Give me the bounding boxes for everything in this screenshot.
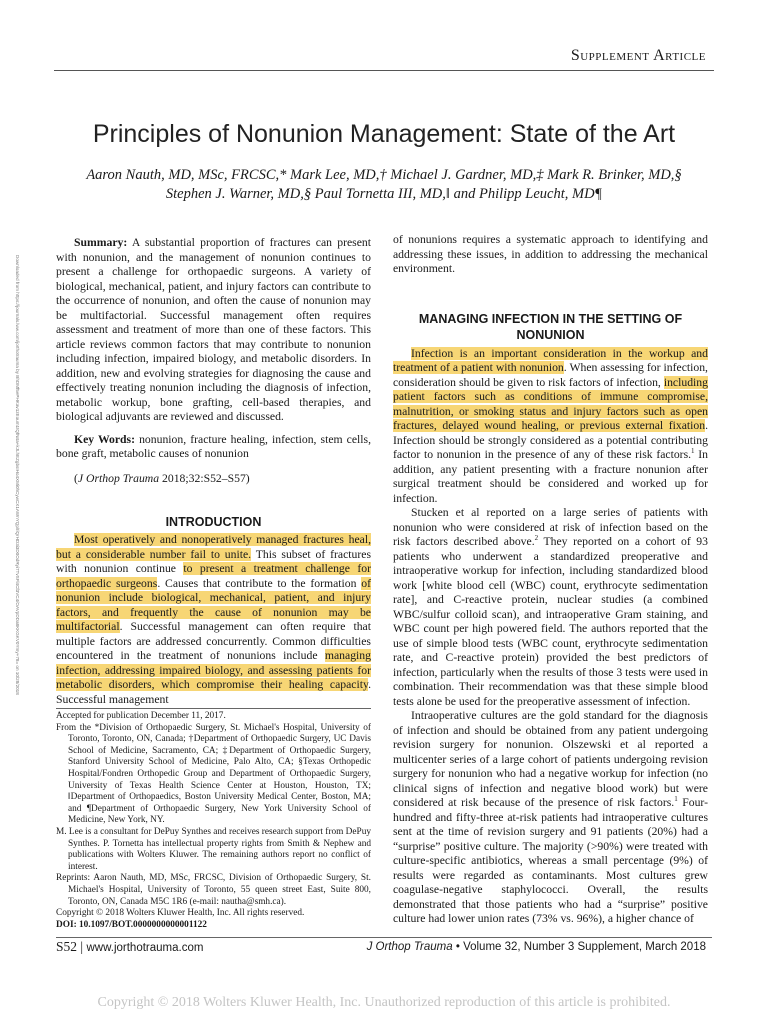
page-footer-left <box>56 939 203 955</box>
citation-journal: J Orthop Trauma <box>77 471 160 485</box>
footnote-affiliations: From the *Division of Orthopaedic Surgery, St. Michael's Hospital, University of Toronto, Toronto, ON, Canada; †Department of Orthopaedic Surgery, UC Davis School of Medicine, Sacramento, CA; ‡Department of Orthopaedic Surgery, Stanford University School of Medicine, Palo Alto, CA; §Texas Orthopedic Hospital/Fondren Orthopedic Group and Department of Orthopaedic Surgery, University of Texas Health Science Center at Houston, Houston, TX; ‖Department of Orthopaedics, Boston University Medical Center, Boston, MA; and ¶Department of Orthopaedic Surgery, New York University School of Medicine, New York, NY. <box>56 722 371 826</box>
intro-text-4: . Causes that contribute to the formation <box>157 576 362 590</box>
highlight-6: including patient factors such as conditions of immune compromise, malnutrition, or smoking status and injury factors such as open fractures, delayed wound healing, or previous external fixation <box>393 375 708 432</box>
author-line-2: Stephen J. Warner, MD,§ Paul Tornetta III, MD,‖ and Philipp Leucht, MD¶ <box>165 186 603 202</box>
download-notice-text: Downloaded from https://journals.lww.com/jorthotrauma by BhDMf5ePHKav1zEoum1tQfN4a+kJLhEZgbsIHo4XMi0hCywCX1AWnYQp/IlQrHD3i3D0OdRyi7TvSFl4Cf3VC4/OAVpDDa8KKGKV0Ymy+78= on 10/28/2018 <box>15 255 20 695</box>
introduction-heading: INTRODUCTION <box>165 515 262 529</box>
infection-heading: MANAGING INFECTION IN THE SETTING OF NONUNION <box>418 311 683 342</box>
reference-2: 2 <box>534 534 539 543</box>
footnote-disclosure: M. Lee is a consultant for DePuy Synthes and receives research support from DePuy Synthes. P. Tornetta has intellectual property rights from Smith & Nephew and publications with Wolters Kluwer. The remaining authors report no conflict of interest. <box>56 826 371 872</box>
highlight-2: to present a treatment challenge for orthopaedic surgeons <box>56 562 371 590</box>
journal-footer <box>367 941 706 953</box>
journal-url-link[interactable]: www.jorthotrauma.com <box>86 942 204 954</box>
footer-separator: | <box>80 939 84 954</box>
infection-text-2b: They reported on a cohort of 93 patients who underwent a standardized preoperative and intraoperative workup for infection, including standardized blood work [white blood cell (WBC) count, erythrocyte sedimentation rate], and C-reactive protein, nuclear studies (a combined WBC/sulfur colloid scan), and intraoperative Gram staining, and WBC count per high powered field. The authors reported that the use of simple blood tests (WBC count, erythrocyte sedimentation rate, and C-reactive protein) provided the best predictors of infection, particularly when the results of those 3 tests were used in combination. Their recommendation was that these simple blood tests alone be used for the preoperative assessment of infection. <box>393 535 708 708</box>
intro-text-8: . Successful management <box>56 678 371 706</box>
infection-text-2a: Stucken et al reported on a large series of patients with nonunion who were considered at risk of infection based on the risk factors described above. <box>393 506 708 548</box>
footer-rule <box>56 937 712 938</box>
highlight-5: Infection is an important consideration in the workup and treatment of a patient with nonunion <box>393 346 708 374</box>
citation-line <box>56 472 371 487</box>
highlight-3: of nonunion include biological, mechanical, patient, and injury factors, and frequently the cause of nonunion may be multifactorial <box>56 576 371 633</box>
keywords-text: nonunion, fracture healing, infection, stem cells, bone graft, metabolic causes of nonunion <box>56 432 372 460</box>
infection-text-1b: . When assessing for infection, consideration should be given to risk factors of infection, <box>393 361 708 389</box>
highlight-4: managing infection, addressing impaired biology, and assessing patients for metabolic disorders, which compromise their healing capacity <box>56 649 371 691</box>
infection-paragraph-3 <box>393 709 708 927</box>
keywords-label: Key Words: <box>74 432 135 446</box>
download-notice-sidebar <box>2 255 26 695</box>
footnote-copyright: Copyright © 2018 Wolters Kluwer Health, Inc. All rights reserved. <box>56 908 305 919</box>
reference-1: 1 <box>691 447 695 456</box>
footnote-rule <box>56 708 371 709</box>
intro-text-6: . Successful management can often require that multiple factors are addressed concurrently. Common difficulties encountered in the treatment of nonunions include <box>56 620 371 662</box>
citation-open: ( <box>74 471 78 485</box>
footnote-accepted: Accepted for publication December 11, 2017. <box>56 711 226 721</box>
infection-text-3b: Four-hundred and fifty-three at-risk patients had intraoperative cultures sent at the time of revision surgery and 91 patients (20%) had a “surprise” positive culture. The majority (>90%) were treated with culture-specific antibiotics, whereas a small percentage (9%) of results were regarded as contaminants. Most cultures grew coagulase-negative staphylococci. Overall, the results demonstrated that those patients who had a “surprise” positive culture had lower union rates (73% vs. 96%), a higher chance of <box>393 796 708 925</box>
infection-text-1e: In addition, any patient presenting with a fracture nonunion after surgical treatment should be considered and worked up for infection. <box>393 448 708 505</box>
highlight-1: Most operatively and nonoperatively managed fractures heal, but a considerable number fail to unite. <box>56 533 371 561</box>
page-number: S52 <box>56 939 78 954</box>
infection-paragraph-1 <box>393 347 708 507</box>
copyright-watermark: Copyright © 2018 Wolters Kluwer Health, Inc. Unauthorized reproduction of this article is prohibited. <box>97 995 671 1010</box>
section-label: Supplement Article <box>570 47 706 64</box>
continued-paragraph: of nonunions requires a systematic approach to identifying and addressing these issues, in addition to addressing the mechanical environment. <box>393 233 708 275</box>
author-list <box>40 166 728 204</box>
footer-journal-name: J Orthop Trauma <box>366 941 453 953</box>
infection-paragraph-2 <box>393 506 708 709</box>
citation-rest: 2018;32:S52–S57) <box>159 471 250 485</box>
article-title: Principles of Nonunion Management: State of the Art <box>92 120 676 148</box>
summary-paragraph <box>56 236 371 425</box>
summary-label: Summary: <box>74 236 128 249</box>
right-column <box>393 233 708 927</box>
author-line-1: Aaron Nauth, MD, MSc, FRCSC,* Mark Lee, MD,† Michael J. Gardner, MD,‡ Mark R. Brinker, MD,§ <box>86 167 682 183</box>
left-column <box>56 236 371 707</box>
footnote-reprints: Reprints: Aaron Nauth, MD, MSc, FRCSC, Division of Orthopaedic Surgery, St. Michael's Hospital, University of Toronto, 55 queen street East, Suite 800, Toronto, ON, Canada M5C 1R6 (e-mail: nautha@smh.ca). <box>56 873 371 907</box>
introduction-paragraph <box>56 533 371 707</box>
infection-text-3a: Intraoperative cultures are the gold standard for the diagnosis of infection and should be obtained from any patient undergoing revision surgery for nonunion. Olszewski et al reported a multicenter series of a large cohort of patients undergoing revision surgery for nonunion who had a negative workup for infection (no clinical signs of infection and negative blood work) but were considered at risk because of the presence of risk factors. <box>393 709 708 809</box>
footnote-doi: DOI: 10.1097/BOT.0000000000001122 <box>56 919 207 930</box>
infection-text-1d: . Infection should be strongly considered as a potential contributing factor to nonunion in the presence of any of these risk factors. <box>393 419 708 461</box>
summary-text: A substantial proportion of fractures can present with nonunion, and the management of nonunion continues to present a challenge for orthopaedic surgeons. A variety of biological, mechanical, patient, and injury factors can contribute to the occurrence of nonunion, and often the cause of nonunion may be multifactorial. Successful management often requires assessment and treatment of more than one of these factors. This article reviews common factors that may contribute to nonunion including infection, impaired biology, and metabolic disorders. In addition, new and evolving strategies for diagnosing the cause and effectively treating nonunion including the diagnosis of infection, metabolic workup, bone grafting, cell-based therapies, and biological adjuvants are reviewed and discussed. <box>56 236 371 423</box>
header-rule <box>54 70 714 71</box>
keywords-paragraph <box>56 433 371 462</box>
footer-issue: • Volume 32, Number 3 Supplement, March 2018 <box>452 941 706 953</box>
intro-text-2: This subset of fractures with nonunion continue <box>56 547 371 575</box>
reference-1b: 1 <box>674 795 678 804</box>
footnotes <box>56 711 371 931</box>
